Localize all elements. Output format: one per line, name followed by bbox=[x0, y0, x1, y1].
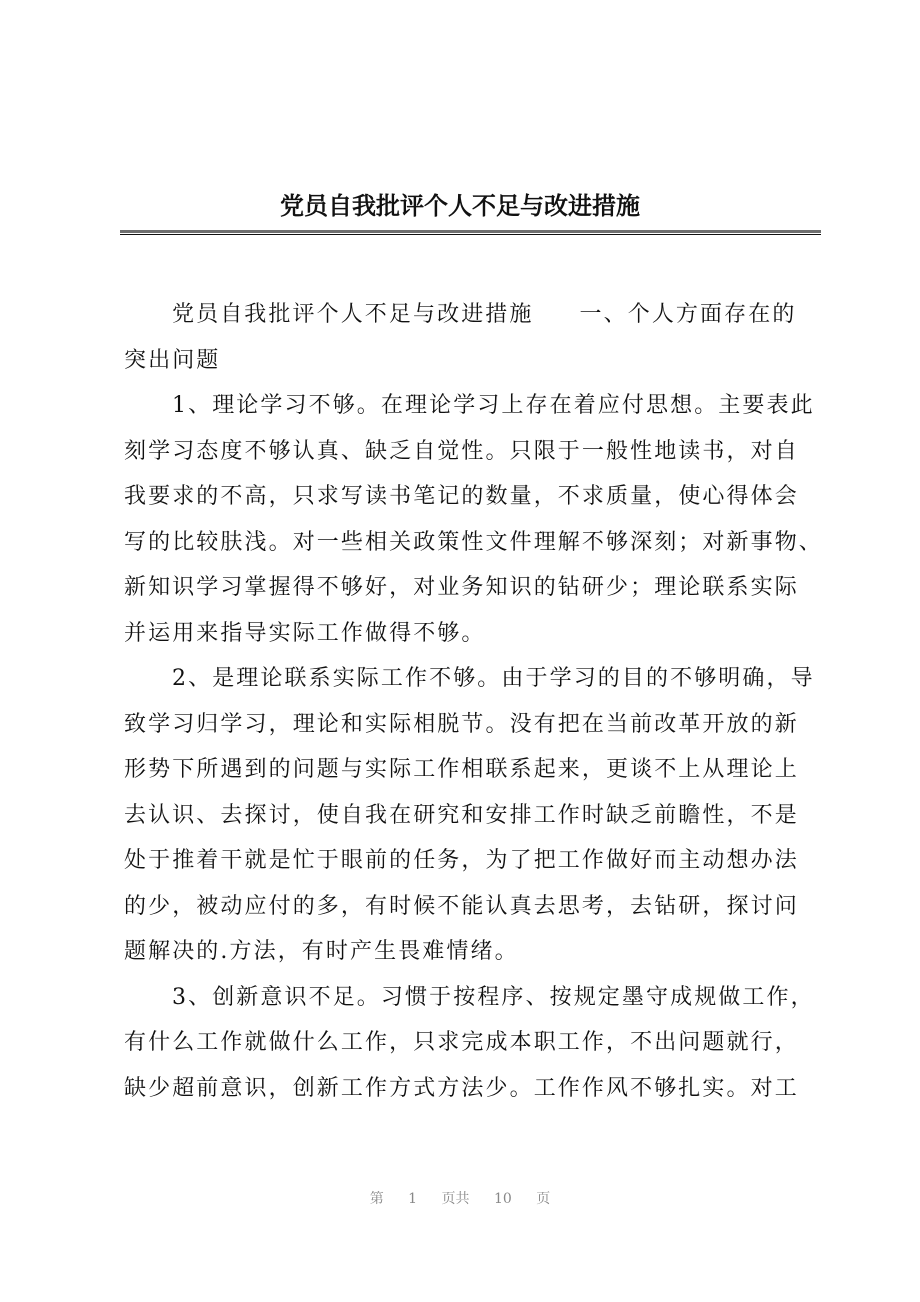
paragraph-3-line: 有什么工作就做什么工作，只求完成本职工作，不出问题就行， bbox=[124, 1030, 799, 1055]
document-body bbox=[124, 292, 823, 1111]
footer-prefix: 第 bbox=[369, 1191, 384, 1207]
paragraph-1-line: 并运用来指导实际工作做得不够。 bbox=[124, 620, 486, 646]
paragraph-2-line: 形势下所遇到的问题与实际工作相联系起来，更谈不上从理论上 bbox=[124, 757, 799, 782]
intro-lead: 党员自我批评个人不足与改进措施 bbox=[172, 302, 534, 327]
footer-page-word: 页共 bbox=[441, 1191, 470, 1207]
footer-current-page: 1 bbox=[408, 1191, 418, 1207]
paragraph-1-line: 刻学习态度不够认真、缺乏自觉性。只限于一般性地读书，对自 bbox=[124, 438, 799, 464]
page-number-footer bbox=[0, 1188, 920, 1208]
paragraph-2-line: 的少，被动应付的多，有时候不能认真去思考，去钻研，探讨问 bbox=[124, 893, 799, 919]
paragraph-2 bbox=[124, 656, 820, 975]
paragraph-1-line: 写的比较肤浅。对一些相关政策性文件理解不够深刻；对新事物、 bbox=[124, 529, 823, 555]
paragraph-1 bbox=[124, 383, 823, 656]
paragraph-3-line: 3、创新意识不足。习惯于按程序、按规定墨守成规做工作， bbox=[172, 984, 815, 1010]
paragraph-1-line: 1、理论学习不够。在理论学习上存在着应付思想。主要表此 bbox=[172, 393, 815, 418]
paragraph-3 bbox=[124, 975, 820, 1112]
paragraph-2-line: 处于推着干就是忙于眼前的任务，为了把工作做好而主动想办法 bbox=[124, 848, 799, 873]
paragraph-2-line: 2、是理论联系实际工作不够。由于学习的目的不够明确，导 bbox=[172, 666, 815, 691]
intro-line-2: 突出问题 bbox=[124, 347, 221, 373]
footer-total-pages: 10 bbox=[494, 1191, 512, 1207]
paragraph-1-line: 我要求的不高，只求写读书笔记的数量，不求质量，使心得体会 bbox=[124, 484, 799, 509]
intro-line-1 bbox=[124, 292, 820, 338]
paragraph-1-line: 新知识学习掌握得不够好，对业务知识的钻研少；理论联系实际 bbox=[124, 575, 799, 600]
document-title: 党员自我批评个人不足与改进措施 bbox=[280, 192, 640, 220]
title-divider bbox=[120, 230, 821, 235]
intro-paragraph bbox=[124, 292, 820, 383]
paragraph-2-line: 去认识、去探讨，使自我在研究和安排工作时缺乏前瞻性，不是 bbox=[124, 802, 799, 828]
section-heading: 一、个人方面存在的 bbox=[579, 302, 797, 327]
paragraph-3-line: 缺少超前意识，创新工作方式方法少。工作作风不够扎实。对工 bbox=[124, 1075, 799, 1101]
title-divider-thick bbox=[120, 230, 821, 233]
title-divider-thin bbox=[120, 234, 821, 235]
paragraph-2-line: 题解决的.方法，有时产生畏难情绪。 bbox=[124, 939, 519, 964]
paragraph-2-line: 致学习归学习，理论和实际相脱节。没有把在当前改革开放的新 bbox=[124, 711, 799, 737]
footer-suffix: 页 bbox=[536, 1191, 551, 1207]
